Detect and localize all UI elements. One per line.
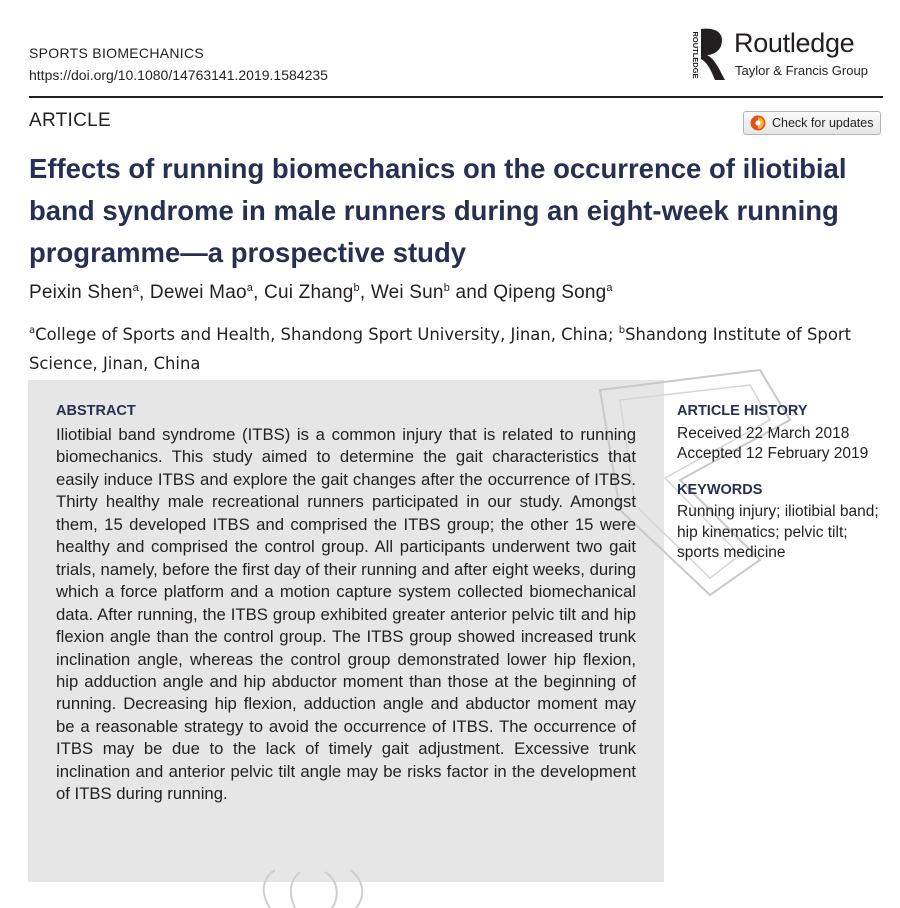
- accepted-date: Accepted 12 February 2019: [677, 445, 869, 462]
- author-separator: ,: [253, 282, 265, 303]
- affiliation-marker: a: [132, 282, 139, 294]
- article-type-label: ARTICLE: [29, 110, 111, 131]
- article-history-heading: ARTICLE HISTORY: [677, 403, 808, 419]
- watermark-graphic: [250, 868, 370, 908]
- doi-link[interactable]: https://doi.org/10.1080/14763141.2019.1584235: [29, 67, 328, 83]
- publisher-spine-text: ROUTLEDGE: [691, 31, 700, 79]
- affiliation-marker: b: [353, 282, 360, 294]
- author-list: [29, 282, 613, 304]
- check-updates-icon: [750, 115, 766, 131]
- check-for-updates-button[interactable]: [743, 111, 881, 135]
- author-name[interactable]: Wei Sun: [370, 282, 444, 303]
- affiliation-a-marker: a: [29, 325, 36, 336]
- publisher-group: Taylor & Francis Group: [735, 63, 868, 78]
- publisher-name: Routledge: [734, 28, 855, 58]
- abstract-heading: ABSTRACT: [56, 403, 136, 419]
- routledge-logo-icon: [684, 26, 728, 84]
- journal-name: SPORTS BIOMECHANICS: [29, 45, 205, 61]
- affiliation-marker: b: [443, 282, 451, 294]
- author-name[interactable]: Dewei Mao: [149, 282, 247, 303]
- keywords-heading: KEYWORDS: [677, 482, 763, 498]
- affiliation-marker: a: [606, 282, 613, 294]
- header-divider: [29, 96, 883, 98]
- author-separator: and: [450, 282, 494, 303]
- keywords-list: Running injury; iliotibial band; hip kinematics; pelvic tilt; sports medicine: [677, 503, 879, 561]
- affiliation-b-marker: b: [618, 325, 626, 336]
- author-separator: ,: [359, 282, 371, 303]
- check-updates-label: Check for updates: [772, 116, 874, 130]
- affiliation-marker: a: [246, 282, 254, 294]
- author-name[interactable]: Peixin Shen: [29, 282, 133, 303]
- publisher-logo: [684, 26, 884, 86]
- article-title: Effects of running biomechanics on the occurrence of iliotibial band syndrome in male runners during an eight-week running programme—a prospective study: [29, 153, 847, 268]
- author-name[interactable]: Cui Zhang: [264, 282, 354, 303]
- affiliation-b: Shandong Institute of Sport Science, Jinan, China: [29, 325, 852, 373]
- author-name[interactable]: Qipeng Song: [493, 282, 607, 303]
- received-date: Received 22 March 2018: [677, 425, 850, 442]
- affiliation-a: College of Sports and Health, Shandong Sport University, Jinan, China;: [35, 325, 619, 344]
- author-separator: ,: [138, 282, 150, 303]
- abstract-text: Iliotibial band syndrome (ITBS) is a common injury that is related to running biomechanics. This study aimed to determine the gait characteristics that easily induce ITBS and explore the gait changes after the occurrence of ITBS. Thirty healthy male recreational runners participated in our study. Amongst them, 15 developed ITBS and comprised the ITBS group; the other 15 were healthy and comprised the control group. All participants underwent two gait trials, namely, before the first day of their running and after eight weeks, during which a force platform and a motion capture system collected biomechanical data. After running, the ITBS group exhibited greater anterior pelvic tilt and hip flexion angle than the control group. The ITBS group showed increased trunk inclination angle, whereas the control group demonstrated lower hip flexion, hip adduction angle and hip abductor moment than those at the beginning of running. Decreasing hip flexion, adduction angle and abductor moment may be a reasonable strategy to avoid the occurrence of ITBS. The occurrence of ITBS may be due to the lack of timely gait adjustment. Excessive trunk inclination and anterior pelvic tilt angle may be risks factor in the development of ITBS during running.: [56, 425, 636, 804]
